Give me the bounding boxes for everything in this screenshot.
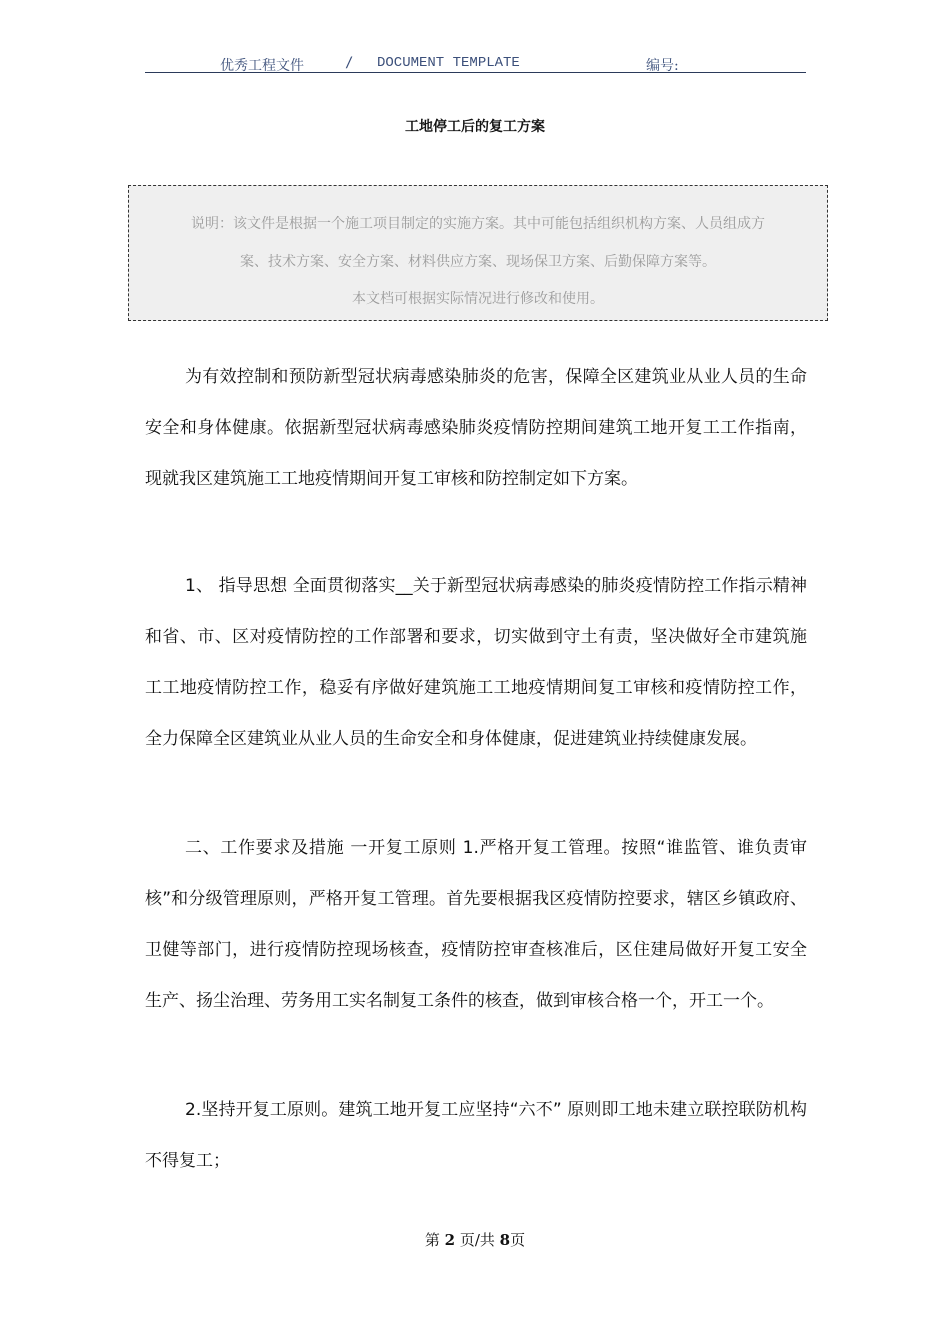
- notice-line-3: 本文档可根据实际情况进行修改和使用。: [352, 291, 604, 307]
- body-paragraph-intro: 为有效控制和预防新型冠状病毒感染肺炎的危害，保障全区建筑业从业人员的生命安全和身体健康。依据新型冠状病毒感染肺炎疫情防控期间建筑工地开复工工作指南，现就我区建筑施工工地疫情期间开复工审核和防控制定如下方案。: [145, 367, 807, 489]
- footer-total-pages: 8: [499, 1231, 511, 1249]
- body-paragraph-requirements: 二、工作要求及措施 一开复工原则 1.严格开复工管理。按照“谁监管、谁负责审核”和分级管理原则，严格开复工管理。首先要根据我区疫情防控要求，辖区乡镇政府、卫健等部门，进行疫情防控现场核查，疫情防控审查核准后，区住建局做好开复工安全生产、扬尘治理、劳务用工实名制复工条件的核查，做到审核合格一个，开工一个。: [145, 838, 807, 1011]
- footer-suffix: 页: [510, 1231, 526, 1249]
- footer-current-page: 2: [444, 1231, 456, 1249]
- header-template: DOCUMENT TEMPLATE: [377, 55, 520, 71]
- footer-prefix: 第: [424, 1231, 445, 1249]
- body-paragraph-resumption-principle: 2.坚持开复工原则。建筑工地开复工应坚持“六不” 原则即工地未建立联控联防机构不得复工；: [145, 1100, 807, 1171]
- notice-box: [128, 185, 828, 321]
- page-header: [145, 52, 806, 73]
- header-number-label: 编号:: [646, 58, 679, 74]
- notice-line-1: 说明：该文件是根据一个施工项目制定的实施方案。其中可能包括组织机构方案、人员组成方: [191, 216, 765, 232]
- page-footer: [0, 1229, 950, 1250]
- body-paragraph-guiding-principle: 1、 指导思想 全面贯彻落实__关于新型冠状病毒感染的肺炎疫情防控工作指示精神和省、市、区对疫情防控的工作部署和要求，切实做到守土有责，坚决做好全市建筑施工工地疫情防控工作，稳妥有序做好建筑施工工地疫情期间复工审核和疫情防控工作，全力保障全区建筑业从业人员的生命安全和身体健康，促进建筑业持续健康发展。: [145, 576, 807, 749]
- header-slash: /: [345, 55, 354, 71]
- document-title: 工地停工后的复工方案: [405, 119, 545, 135]
- notice-line-2: 案、技术方案、安全方案、材料供应方案、现场保卫方案、后勤保障方案等。: [240, 254, 716, 270]
- header-company: 优秀工程文件: [220, 58, 304, 74]
- footer-middle: 页/共: [455, 1231, 500, 1249]
